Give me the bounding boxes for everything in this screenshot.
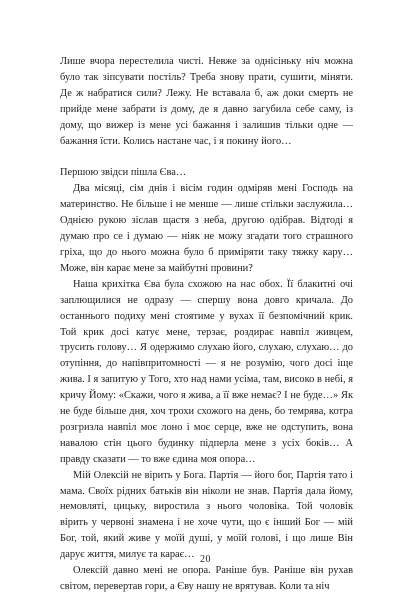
paragraph-2: Першою звідси пішла Єва… — [60, 167, 187, 179]
section-gap — [60, 149, 353, 165]
paragraph-1: Лише вчора перестелила чисті. Невже за однісіньку ніч можна було так зіпсувати постіль? Треба знову прати, сушити, міняти. Де ж набратися сили? Лежу. Не вставала б, аж доки смерть не прийде мене забрати із дому, де я давно загубила себе саму, із дому, що вижер із мене усі бажання і залишив тільки одне — бажання їсти. Колись настане час, і я покину його… — [60, 56, 353, 147]
book-page-text — [60, 54, 353, 595]
paragraph-3: Два місяці, сім днів і вісім годин одміряв мені Господь на материнство. Не більше і не менше — лише стільки заслужила… Однією рукою зіслав щастя з неба, другою одібрав. Відтоді я думаю про се і думаю — ніяк не можу згадати того страшного гріха, що до нього можна було б приміряти таку тяжку кару… Може, він карає мене за майбутні провини? — [60, 183, 353, 274]
page-number: 20 — [200, 554, 211, 565]
paragraph-4: Наша крихітка Єва була схожою на нас обох. Її блакитні очі заплющилися не одразу — спершу вона довго кричала. До останнього подиху мені стоятиме у вухах її безпомічний крик. Той крик досі катує мене, терзає, роздирає навпіл живцем, трусить голову… Я одержимо слухаю його, слухаю, слухаю… до отупіння, до напівпритомності — я не розумію, чого досі іще жива. І я запитую у Того, хто над нами усіма, там, високо в небі, я кричу Йому: «Скажи, чого я жива, а її вже немає? І не буде…» Як не буде більше дня, хоч трохи схожого на день, бо темрява, котра розгризла навпіл моє лоно і моє серце, вже не одступить, вона навалою стін цього будинку підперла мене з усіх боків… А правду сказати — то вже єдина моя опора… — [60, 278, 353, 465]
paragraph-5: Мій Олексій не вірить у Бога. Партія — його бог, Партія тато і мама. Своїх рідних батьків він ніколи не знав. Партія дала йому, немовляті, цицьку, виростила з нього чоловіка. Той чоловік вірить у червоні знамена і не хоче чути, що є інший Бог — мій Бог, той, який живе у моїй душі, у моїй голові, і що лише Він дарує життя, милує та карає… — [60, 469, 353, 561]
paragraph-6: Олексій давно мені не опора. Раніше був. Раніше він рухав світом, перевертав гори, а Єву нашу не врятував. Коли та ніч — [60, 565, 353, 592]
